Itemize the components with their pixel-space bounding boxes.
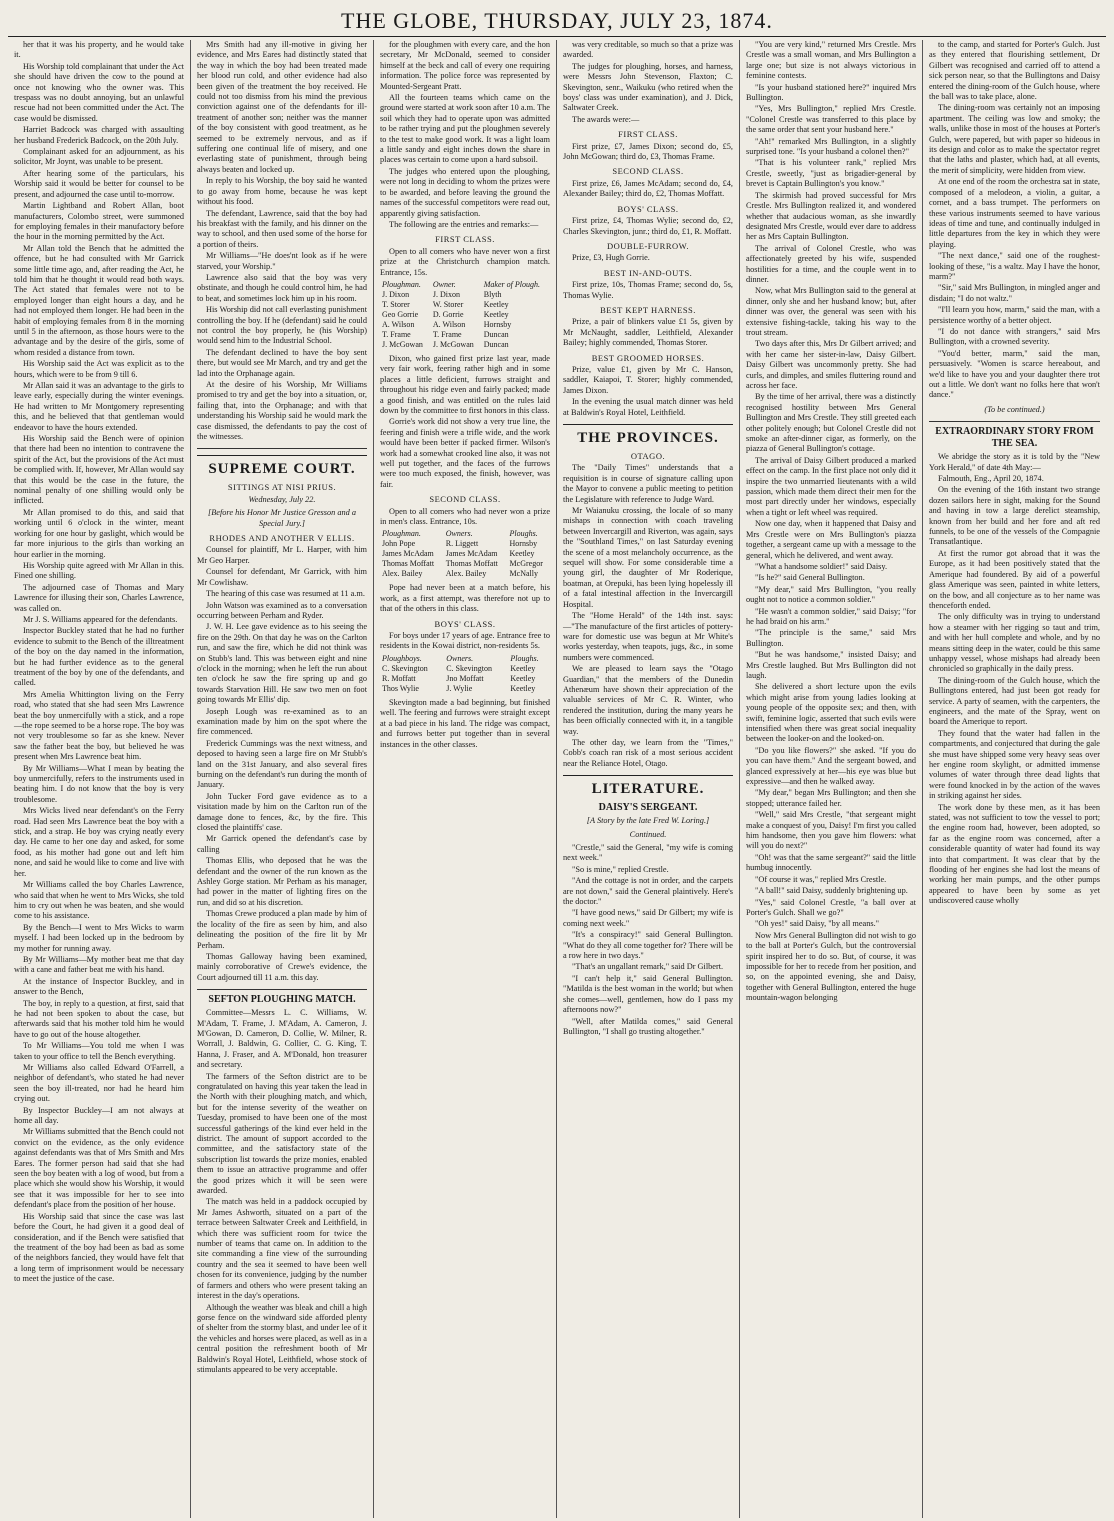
table-cell: Keetley — [483, 309, 509, 319]
paragraph: Mr J. S. Williams appeared for the defendants. — [23, 614, 178, 624]
column-header: Maker of Plough. — [483, 279, 540, 289]
award-heading: BEST KEPT HARNESS. — [600, 304, 696, 315]
award-heading: FIRST CLASS. — [618, 129, 678, 140]
paragraph: Two days after this, Mrs Dr Gilbert arrived; and with her came her sister-in-law, Daisy Gilbert. Daisy Gilbert was uncommonly pretty. She had curls, and dimples, and smiles fluttering round and across her face. — [746, 339, 916, 390]
paragraph: Martin Lightband and Robert Allan, boot manufacturers, Colombo street, were summoned for employing females in their manufactory before the hour in the morning permitted by the Act. — [14, 201, 184, 242]
first-class-table — [380, 280, 550, 350]
paragraph: "That is his volunteer rank," replied Mrs Crestle, sweetly, "just as brigadier-general by brevet is Captain Bullington's you know." — [746, 158, 916, 189]
table-cell: Blyth — [483, 289, 502, 299]
column-5 — [740, 40, 923, 1518]
second-class-note: Open to all comers who had never won a prize in men's class. Entrance, 10s. — [380, 506, 550, 527]
awards-list — [563, 129, 733, 418]
award-heading: SECOND CLASS. — [612, 166, 684, 177]
masthead: THE GLOBE, THURSDAY, JULY 23, 1874. — [8, 6, 1106, 37]
paragraph: "My dear," said Mrs Bullington, "you really ought not to notice a common soldier." — [746, 584, 916, 605]
column-header: Owner. — [432, 279, 456, 289]
paragraph: The work done by these men, as it has been stated, was not sufficient to tow the vessel to port; the engine room had, however, been adopted, so far as the engine room was concerned, after a considerable quantity of water had found its way into that compartment. It was clear that by the flooding of her engines she had lost the means of working her main pumps, and the other pumps appeared to have been by some as yet undiscovered cause wholly — [929, 802, 1100, 906]
paragraph: His Worship said the Act was explicit as to the hours, which were to be from 9 till 6. — [14, 359, 184, 379]
paragraph: "I have good news," said Dr Gilbert; my wife is coming next week." — [563, 908, 733, 928]
paragraph: John Tucker Ford gave evidence as to a visitation made by him on the Carlton run of the damage done to fences, &c, by the fire. This closed the plaintiffs' case. — [197, 791, 367, 833]
paragraph: The arrival of Daisy Gilbert produced a marked effect on the camp. In the first place not only did it inspire the two unmarried lieutenants with a wild passion, which made them direct their men for the most part directly under her windows, especially when a tight or left wheel was required. — [746, 455, 916, 517]
paragraph: "It's a conspiracy!" said General Bullington. "What do they all come together for? There will be a row here in two days." — [563, 930, 733, 961]
paragraph: At the instance of Inspector Buckley, and in answer to the Bench, — [14, 976, 184, 997]
paragraph: Mrs Amelia Whittington living on the Ferry road, who stated that she had seen Mrs Lawrence beat the boy unmercifully with a stick, and a rope—the rope seemed to be a horse rope. The boy was not very troublesome so far as she knew. Never saw the father beat the boy, but believed he was present when Mrs Lawrence beat him. — [14, 689, 184, 762]
paragraph: All the fourteen teams which came on the ground were started at work soon after 10 a.m. The soil which they had to operate upon was admitted to be rather trying and put the ploughmen severely to the test to make good work. It was a light loam a little sandy and eight inches down the share in places was certain to come upon a hard subsoil. — [380, 93, 550, 165]
paragraph: Now one day, when it happened that Daisy and Mrs Crestle were on Mrs Bullington's piazza together, a sergeant came up with a message to the general, which he delivered, and went away. — [746, 519, 916, 560]
col5-body — [746, 40, 916, 1004]
table-cell: T. Frame — [432, 329, 462, 339]
paragraph: "What a handsome soldier!" said Daisy. — [755, 561, 888, 571]
paragraph: "So is mine," replied Crestle. — [572, 864, 669, 874]
paragraph: The awards were:— — [572, 114, 640, 124]
table-row — [380, 290, 550, 300]
table-cell: W. Storer — [432, 299, 464, 309]
paragraph: The dining-room was certainly not an imposing apartment. The ceiling was low and smoky; the walls, unlike those in most of the houses at Porter's Gulch, were papered, but with paper so hideous in its design and color as to make the spectator regret that the laths and plaster, which had, at all events, the merit of simplicity, were hidden from view. — [929, 103, 1100, 175]
paragraph: Pope had never been at a match before, his work, as a first attempt, was therefore not up to that of the others in this class. — [380, 583, 550, 614]
paragraph: "I'll learn you how, marm," said the man, with a persistence worthy of a better object. — [929, 305, 1100, 325]
paragraph: Complainant asked for an adjournment, as his solicitor, Mr Joynt, was unable to be present. — [14, 147, 184, 167]
table-cell: Thomas Moffatt — [445, 559, 498, 569]
column-header: Ploughboys. — [382, 653, 422, 663]
paragraph: "The next dance," said one of the roughest-looking of these, "is a waltz. May I have the honor, marm?" — [929, 251, 1100, 281]
table-row — [380, 684, 550, 694]
paragraph: was very creditable, so much so that a prize was awarded. — [563, 40, 733, 60]
first-class-body — [380, 354, 550, 490]
otago-heading: OTAGO. — [630, 451, 666, 461]
boys-class-body — [380, 698, 550, 750]
table-cell: Alex. Bailey — [445, 569, 487, 579]
award-heading: BOYS' CLASS. — [617, 203, 679, 214]
table-row — [380, 674, 550, 684]
paragraph: Now Mrs General Bullington did not wish to go to the ball at Porter's Gulch, but the controversial spirit inspired her to do so. But, of course, it was impossible for her to recede from her position, and so, on the appointed evening, she and Daisy, together with General Bullington, entered the huge mountain-wagon belonging — [746, 930, 916, 1003]
paragraph: The other day, we learn from the "Times," Cobb's coach ran risk of a most serious accident near the Reliance Hotel, Otago. — [563, 737, 733, 768]
col1-body — [14, 40, 184, 1285]
paragraph: The adjourned case of Thomas and Mary Lawrence for illusing their son, Charles Lawrence, was called on. — [14, 582, 184, 613]
first-class-heading: FIRST CLASS. — [435, 234, 495, 245]
award-line: First prize, 10s, Thomas Frame; second do, 5s, Thomas Wylie. — [563, 280, 733, 300]
paragraph: "I do not dance with strangers," said Mrs Bullington, with a crowned severity. — [929, 326, 1100, 347]
paragraph: The judges who entered upon the ploughing, were not long in deciding to whom the prizes were to be awarded, and before leaving the ground the names of the successful competitors were read out, apparently giving satisfaction. — [380, 166, 550, 218]
paragraph: "The principle is the same," said Mrs Bullington. — [746, 628, 916, 648]
column-3 — [374, 40, 557, 1518]
table-header-row — [380, 654, 550, 664]
story-title: DAISY'S SERGEANT. — [598, 802, 698, 814]
paragraph: Counsel for plaintiff, Mr L. Harper, with him Mr Geo Harper. — [197, 545, 367, 565]
paragraph: By the Bench—I went to Mrs Wicks to warm myself. I had been locked up in the bedroom by my mother for running away. — [14, 922, 184, 953]
paragraph: "Of course it was," replied Mrs Crestle. — [755, 874, 887, 884]
paragraph: to the camp, and started for Porter's Gulch. Just as they entered that flourishing settlement, Dr Gilbert was recognised and carried off to attend a sick person near, so that the Bullingtons and Daisy entered the dining-room of the Gulch house, where the ball was to take place, alone. — [929, 40, 1100, 102]
paragraph: The arrival of Colonel Crestle, who was affectionately greeted by his wife, suspended hostilities for a time, and the couple went in to dinner. — [746, 243, 916, 284]
table-row — [380, 300, 550, 310]
table-cell: Keetley — [509, 549, 535, 559]
paragraph: Thomas Ellis, who deposed that he was the defendant and the owner of the run known as the Ashley Gorge station. Mr Perham as his manager, had power in the matter of lighting fires on the run, and did so at his discretion. — [197, 856, 367, 907]
column-1 — [8, 40, 191, 1518]
paragraph: Mr Williams submitted that the Bench could not convict on the evidence, as the only evidence against defendants was that of Mrs Smith and Mrs Eares. The former person had said that she had seen the boy beaten with a log of wood, but from a place which she would show his Worship, it would see that it was impossible for her to see into defendant's place from the position of her house. — [14, 1127, 184, 1210]
table-cell: J. McGowan — [382, 339, 423, 349]
table-cell: J. Dixon — [432, 289, 460, 299]
paragraph: On the evening of the 16th instant two strange dozen sailors here in sight, making for the Sound and having in tow a large derelict steamship, known from her build and her fore and aft red funnels, to be one of the vessels of the Compagnie Transatlantique. — [929, 485, 1100, 547]
paragraph: Mrs Wicks lived near defendant's on the Ferry road. Had seen Mrs Lawrence beat the boy with a stick, and a strap. He boy was crying neatly every day. He came to her one day and asked, for some food, as his mother had gone out and left him none, and said he would like to come and live with her. — [14, 806, 184, 878]
story-byline: [A Story by the late Fred W. Loring.] — [586, 816, 710, 826]
paragraph: "Yes," said Colonel Crestle, "a ball over at Porter's Gulch. Shall we go?" — [746, 897, 916, 917]
divider — [197, 989, 367, 990]
col6-top — [929, 40, 1100, 401]
columns — [8, 40, 1106, 1518]
paragraph: "Is he?" said General Bullington. — [755, 573, 865, 583]
paragraph: "But he was handsome," insisted Daisy; and Mrs Crestle laughed. But Mrs Bullington did not laugh. — [746, 650, 916, 680]
supreme-court-heading: SUPREME COURT. — [197, 455, 367, 478]
table-cell: Alex. Bailey — [382, 569, 423, 579]
paragraph: In reply to his Worship, the boy said he wanted to go away from home, because he was kept without his food. — [197, 176, 367, 207]
column-6 — [923, 40, 1106, 1518]
table-header-row — [380, 280, 550, 290]
table-cell: Hornsby — [483, 319, 512, 329]
paragraph: "My dear," began Mrs Bullington; and then she stopped; utterance failed her. — [746, 788, 916, 808]
paragraph: Gorrie's work did not show a very true line, the feering and finish were a trifle wide, and the work would have been better if packed firmer. Wilson's work had a somewhat crooked line also, it was not well put together, and the faces of the furrows were too much exposed, the finish, however, was fair. — [380, 417, 550, 489]
paragraph: "Crestle," said the General, "my wife is coming next week." — [563, 843, 733, 863]
paragraph: At one end of the room the orchestra sat in state, composed of a melodeon, a violin, a guitar, a cornet, and a bass trumpet. The performers on these various instruments seemed to have various ideas of time and tune, and continually indulged in little departures from the key in which they were playing. — [929, 177, 1100, 249]
supreme-case: RHODES AND ANOTHER V ELLIS. — [209, 533, 355, 544]
column-header: Ploughs. — [509, 529, 538, 539]
paragraph: She delivered a short lecture upon the evils which might arise from young ladies looking at young people of the opposite sex; and then, with swift, feminine logic, asserted that such evils were intensified when there was great social inequality between the looker-on and the looked-on. — [746, 682, 916, 744]
column-header: Ploughman. — [382, 529, 421, 539]
paragraph: The match was held in a paddock occupied by Mr James Ashworth, situated on a part of the terrace between Saltwater Creek and Leithfield, in which there was sufficient room for twice the number of teams that came on. In addition to the site commanding a fine view of the surrounding country and the sea it seemed to have been well chosen for its convenience, judging by the number of farmers and others who were present taking an interest in the day's operations. — [197, 1197, 367, 1301]
table-row — [380, 559, 550, 569]
column-header: Ploughman. — [382, 279, 421, 289]
award-line: Prize, value £1, given by Mr C. Hanson, saddler, Kaiapoi, T. Storer; highly commended, James Dixon. — [563, 364, 733, 395]
paragraph: The judges for ploughing, horses, and harness, were Messrs John Stevenson, Flaxton; C. Skevington, senr., Waikuku (who retired when the boys' class was under examination), and J. Dick, Saltwater Creek. — [563, 61, 733, 113]
first-class-note: Open to all comers who have never won a first prize at the Christchurch champion match. Entrance, 15s. — [380, 246, 550, 277]
paragraph: We are pleased to learn says the "Otago Guardian," that the members of the Dunedin Athenæum have shown their appreciation of the valuable services of Mr C. R. Winter, who rendered the institution, during the many years he has been officially connected with it, in a tangible way. — [563, 664, 733, 736]
table-cell: James McAdam — [445, 549, 498, 559]
table-row — [380, 310, 550, 320]
paragraph: After hearing some of the particulars, his Worship said it would be better for counsel to be present, and adjourned the case until to-morrow. — [14, 168, 184, 199]
award-line: First prize, £4, Thomas Wylie; second do, £2, Charles Skevington, junr.; third do, £1, R. Moffatt. — [563, 216, 733, 236]
paragraph: The "Home Herald" of the 14th inst. says:—"The manufacture of the first articles of pottery-ware for domestic use was begun at Mr White's works yesterday, when teapots, jugs, &c., in some numbers were commenced. — [563, 611, 733, 662]
paragraph: His Worship said the Bench were of opinion that there had been no intention to contravene the spirit of the Act, but the provisions of the Act must be complied with. If, however, Mr Allan would say that this would be the case in the future, the nominal penalty of one shilling would only be inflicted. — [14, 434, 184, 506]
column-2 — [191, 40, 374, 1518]
paragraph: Mrs Smith had any ill-motive in giving her evidence, and Mrs Eares had distinctly stated that the way in which the boy had been treated made her blood run cold, and other evidence had also been given of the treatment the boy received. He could not too dismiss from his mind the previous conviction against one of the defendants for ill-treatment of another son; neither was the manner of the boy consistent with good treatment, as he seemed to be extremely nervous, and as if suffering one continual life of misery, and one everlasting state of punishment, through being always beaten and locked up. — [197, 40, 367, 174]
table-cell: Keetley — [510, 673, 536, 683]
boys-class-heading: BOYS' CLASS. — [434, 618, 496, 629]
paragraph: The only difficulty was in trying to understand how a steamer with her rigging so taut and trim, and with her hull complete and whole, and by no means sitting deep in the water, could be this same unhappy vessel, whose mishaps had already been chronicled so graphically in the daily press. — [929, 612, 1100, 674]
table-row — [380, 549, 550, 559]
table-row — [380, 330, 550, 340]
paragraph: Thomas Crewe produced a plan made by him of the locality of the fire as seen by him, and also delineating the position of the fire lit by Mr Perham. — [197, 909, 367, 950]
col4-top — [563, 40, 733, 125]
award-line: First prize, £6, James McAdam; second do, £4, Alexander Bailey; third do, £2, Thomas Moffatt. — [563, 178, 733, 199]
extra-body — [929, 452, 1100, 906]
paragraph: Although the weather was bleak and chill a high gorse fence on the windward side afforded plenty of shelter from the stormy blast, and under lee of it the vehicles and horses were placed, as well as in a central position the refreshment booth of Mr Baldwin's Royal Hotel, Leithfield, whose stock of stimulants appeared to be very acceptable. — [197, 1302, 367, 1374]
paragraph: The farmers of the Sefton district are to be congratulated on having this year taken the lead in the North with their ploughing match, and which, but for the intense severity of the weather on Tuesday, promised to have been one of the most successful gatherings of the kind ever held in the district. The amount of support accorded to the committee, and the satisfactory state of the subscription list towards the prize monies, enabled them to issue an attractive programme and offer the good prizes which it will be seen were awarded. — [197, 1071, 367, 1196]
supreme-date: Wednesday, July 22. — [248, 494, 316, 504]
award-line: Prize, £3, Hugh Gorrie. — [572, 253, 650, 263]
paragraph: The boy, in reply to a question, at first, said that he had not been spoken to about the case, but afterwards said that his mother told him he would have to go out of the house altogether. — [14, 998, 184, 1039]
paragraph: Harriet Badcock was charged with assaulting her husband Frederick Badcock, on the 20th July. — [14, 125, 184, 145]
paragraph: Dixon, who gained first prize last year, made very fair work, feering rather high and in some places a little deficient, furrows straight and throughout his ridge even and fairly packed; made a good finish, and was entitled on the rules laid down by the committee to first honors in this class. — [380, 353, 550, 415]
column-4 — [557, 40, 740, 1518]
paragraph: Mr Garrick opened the defendant's case by calling — [197, 834, 367, 854]
second-class-heading: SECOND CLASS. — [429, 494, 501, 505]
paragraph: Falmouth, Eng., April 20, 1874. — [938, 474, 1044, 484]
table-cell: McGregor — [509, 559, 543, 569]
supreme-body — [197, 545, 367, 983]
column-header: Owners. — [446, 653, 474, 663]
paragraph: "He wasn't a common soldier," said Daisy; "for he had braid on his arm." — [746, 606, 916, 626]
table-cell: T. Frame — [382, 329, 411, 339]
table-cell: Geo Gorrie — [382, 309, 419, 319]
table-cell: J. Dixon — [382, 289, 410, 299]
paragraph: At first the rumor got abroad that it was the Europe, as it had been positively stated that the Amerique had foundered. By aid of a powerful glass Amerique was seen, painted in white letters, on the bow, and all conjecture as to her name was thenceforth ended. — [929, 548, 1100, 610]
paragraph: "Well, after Matilda comes," said General Bullington, "I shall go trusting altogether." — [563, 1016, 733, 1036]
paragraph: "Sir," said Mrs Bullington, in mingled anger and disdain; "I do not waltz." — [929, 283, 1100, 303]
table-cell: Keetley — [483, 299, 509, 309]
table-cell: Duncan — [483, 329, 509, 339]
boys-class-note: For boys under 17 years of age. Entrance free to residents in the Kowai district, non-residents 5s. — [380, 631, 550, 651]
paragraph: "A ball!" said Daisy, suddenly brightening up. — [755, 886, 908, 896]
paragraph: Thomas Galloway having been examined, mainly corroborative of Crewe's evidence, the Court adjourned till 11 a.m. this day. — [197, 951, 367, 982]
col3-body — [380, 40, 550, 230]
paragraph: "Oh! was that the same sergeant?" said the little humbug innocently. — [746, 852, 916, 873]
table-cell: D. Gorrie — [432, 309, 464, 319]
supreme-subheading: SITTINGS AT NISI PRIUS. — [227, 482, 337, 493]
column-header: Ploughs. — [510, 653, 539, 663]
table-cell: R. Liggett — [445, 539, 479, 549]
table-cell: Keetley — [510, 663, 536, 673]
paragraph: His Worship did not call everlasting punishment controlling the boy. If he (defendant) said he could not control the boy properly, he (his Worship) would send him to the Industrial School. — [197, 305, 367, 346]
paragraph: The defendant declined to have the boy sent there, but would see Mr March, and try and get the lad into the Orphanage again. — [197, 347, 367, 378]
divider — [197, 448, 367, 449]
paragraph: Now, what Mrs Bullington said to the general at dinner, only she and her husband know; but, after dinner was over, the general was seen with his extensive fishing-tackle, taking his way to the trout stream. — [746, 286, 916, 337]
table-cell: Thos Wylie — [382, 683, 419, 693]
table-cell: A. Wilson — [432, 319, 466, 329]
table-cell: Jno Moffatt — [446, 673, 484, 683]
paragraph: John Watson was examined as to a conversation occurring between Perham and Ryder. — [197, 600, 367, 620]
to-be-continued: (To be continued.) — [984, 404, 1045, 414]
award-heading: BEST IN-AND-OUTS. — [603, 267, 693, 278]
paragraph: Skevington made a bad beginning, but finished well. The feering and furrows were straight except at a bad piece in his land. The ridge was compact, and furrows better put together than in several instances in the other classes. — [380, 697, 550, 749]
table-cell: C. Skevington — [382, 663, 428, 673]
paragraph: The dining-room of the Gulch house, which the Bullingtons entered, had just been got ready for service. A party of seamen, with the carpenters, the engineers, and the mate of the Spray, went on board the Amerique to report. — [929, 675, 1100, 727]
paragraph: "Oh yes!" said Daisy, "by all means." — [755, 919, 880, 929]
award-line: First prize, £7, James Dixon; second do, £5, John McGowan; third do, £3, Thomas Frame. — [563, 141, 733, 162]
paragraph: "And the cottage is not in order, and the carpets are not down," said the General plaintively. Here's the doctor." — [563, 876, 733, 907]
story-continued: Continued. — [629, 829, 667, 839]
table-cell: John Pope — [382, 539, 416, 549]
paragraph: By the time of her arrival, there was a distinctly recognised hostility between Mrs General Bullington and Mrs Crestle. They still greeted each other politely enough; but Colonel Crestle did not smoke an after-dinner cigar, as formerly, on the piazza of General Bullington's cottage. — [746, 392, 916, 454]
table-cell: C. Skevington — [446, 663, 492, 673]
paragraph: The skirmish had proved successful for Mrs Crestle. Mrs Bullington realized it, and wondered whether that audacious woman, as she inwardly designated Mrs Crestle, would ever dare to address her as Mrs Captain Bullington. — [746, 190, 916, 242]
paragraph: To Mr Williams—You told me when I was taken to your office to tell the Bench everything. — [14, 1041, 184, 1061]
paragraph: The defendant, Lawrence, said that the boy had his breakfast with the family, and his dinner on the way to school, and then used some of the horse for a portion of theirs. — [197, 208, 367, 249]
paragraph: "You are very kind," returned Mrs Crestle. Mrs Crestle was a small woman, and Mrs Bullington a large one; but size is not always victorious in feminine contests. — [746, 40, 916, 81]
table-row — [380, 320, 550, 330]
paragraph: They found that the water had fallen in the compartments, and conjectured that during the gale she must have shipped some very heavy seas over her engine room skylight, or admitted immense volumes of water through three dead lights that were found knocked in by the action of the waves in striking against her sides. — [929, 728, 1100, 801]
award-line: Prize, a pair of blinkers value £1 5s, given by Mr McNaught, saddler, Leithfield, Alexander Bailey; highly commended, Thomas Storer. — [563, 317, 733, 348]
table-cell: Duncan — [483, 339, 509, 349]
table-cell: A. Wilson — [382, 319, 415, 329]
paragraph: The "Daily Times" understands that a requisition is in course of signature calling upon the Mayor to convene a public meeting to petition the Legislature with reference to Judge Ward. — [563, 463, 733, 504]
paragraph: The hearing of this case was resumed at 11 a.m. — [206, 589, 365, 599]
paragraph: By Inspector Buckley—I am not always at home all day. — [14, 1105, 184, 1126]
table-row — [380, 539, 550, 549]
paragraph: "Ah!" remarked Mrs Bullington, in a slightly surprised tone. "Is your husband a colonel then?" — [746, 136, 916, 157]
paragraph: Mr Allan promised to do this, and said that working until 6 o'clock in the winter, meant working for one hour by gaslight, which would be far more injurious to the girls than working an hour earlier in the morning. — [14, 507, 184, 559]
table-cell: McNally — [509, 569, 538, 579]
second-class-table — [380, 529, 550, 579]
award-heading: DOUBLE-FURROW. — [606, 240, 689, 251]
table-cell: Keetley — [510, 683, 536, 693]
award-closing: In the evening the usual match dinner was held at Baldwin's Royal Hotel, Leithfield. — [563, 397, 733, 417]
paragraph: Joseph Lough was re-examined as to an examination made by him on the spot where the fire commenced. — [197, 706, 367, 737]
provinces-heading: THE PROVINCES. — [563, 424, 733, 447]
paragraph: His Worship quite agreed with Mr Allan in this. Fined one shilling. — [14, 560, 184, 581]
paragraph: His Worship told complainant that under the Act she should have driven the cow to the pound at once not knowing who the owner was. This trespass was no doubt annoying, but an unlawful rescue had not been committed under the Act. The case would be dismissed. — [14, 61, 184, 123]
table-row — [380, 340, 550, 350]
paragraph: By Mr Williams—What I mean by beating the boy unmercifully, refers to the instruments used in beating him. I do not know that the boy is very troublesome. — [14, 763, 184, 804]
paragraph: Inspector Buckley stated that he had no further evidence to submit to the Bench of the illtreatment of the boy on the day named in the information, but he had further evidence as to the general treatment of the boy by one of the defendants, and called. — [14, 626, 184, 688]
paragraph: Mr Williams called the boy Charles Lawrence, who said that when he went to Mrs Wicks, she told him to cry out when he was beaten, and she would come to his assistance. — [14, 880, 184, 921]
paragraph: Mr Williams also called Edward O'Farrell, a neighbor of defendant's, who stated he had never seen the boy ill-treated, nor had he heard him crying out. — [14, 1063, 184, 1104]
table-row — [380, 664, 550, 674]
paragraph: Committee—Messrs L. C. Williams, W. M'Adam, T. Frame, J. M'Adam, A. Cameron, J. M'Gowan, D. Cameron, D. Collie, W. Milner, R. Worrall, J. Baldwin, G. Collier, C. G. King, T. Hanna, J. Fraser, and A. M'Donald, hon treasurer and secretary. — [197, 1008, 367, 1070]
literature-heading: LITERATURE. — [563, 775, 733, 798]
table-cell: Thomas Moffatt — [382, 559, 435, 569]
sefton-heading: SEFTON PLOUGHING MATCH. — [208, 994, 356, 1006]
paragraph: her that it was his property, and he would take it. — [14, 40, 184, 60]
supreme-bracket: [Before his Honor Mr Justice Gresson and a Special Jury.] — [207, 508, 357, 528]
table-cell: James McAdam — [382, 549, 434, 559]
col2-body — [197, 40, 367, 442]
paragraph: "Is your husband stationed here?" inquired Mrs Bullington. — [746, 82, 916, 103]
sefton-body — [197, 1008, 367, 1375]
paragraph: "Yes, Mrs Bullington," replied Mrs Crestle. "Colonel Crestle was transferred to this place by the same order that sent your husband here." — [746, 104, 916, 135]
paragraph: His Worship said that since the case was last before the Court, he had given it a good deal of consideration, and if the Bench were satisfied that the treatment of the boy had been as bad as some of the neighbors fancied, they would have felt that a long term of imprisonment would be necessary to meet the justice of the case. — [14, 1211, 184, 1284]
paragraph: Mr Allan told the Bench that he admitted the offence, but he had consulted with Mr Garrick some little time ago, and, after reading the Act, he told him that he thought it would read both ways. The Act stated that females were not to be employed longer than eight hours a day, and he had not employed them longer. He had been in the habit of employing females from 8 in the morning until 5 in the afternoon, as those hours were to the advantage and by the desire of the girls, some of whom resided a distance from town. — [14, 243, 184, 357]
paragraph: J. W. H. Lee gave evidence as to his seeing the fire on the 29th. On that day he was on the Carlton run, and saw the fire, which he did not think was on Stubb's land. This was between eight and nine o'clock in the morning; when he left the run about ten o'clock he saw the fire spring up and go towards Starvation Hill. He saw two men on foot going towards Mr Ellis' dip. — [197, 622, 367, 705]
paragraph: Frederick Cummings was the next witness, and deposed to having seen a large fire on Mr Stubb's land on the 31st January, and also several fires burning on the defendant's run during the month of January. — [197, 738, 367, 790]
paragraph: At the desire of his Worship, Mr Williams promised to try and get the boy into a situation, or, failing that, into the Orphanage; and with that understanding his Worship said he would mark the case dismissed, the defendants to pay the cost of the witnesses. — [197, 380, 367, 442]
paragraph: Lawrence also said that the boy was very obstinate, and though he could control him, he had to beat, and sometimes lock him up in his room. — [197, 272, 367, 303]
paragraph: We abridge the story as it is told by the "New York Herald," of date 4th May:— — [929, 452, 1100, 472]
award-heading: BEST GROOMED HORSES. — [591, 352, 705, 363]
story-body — [563, 843, 733, 1037]
table-cell: R. Moffatt — [382, 673, 416, 683]
paragraph: Mr Allan said it was an advantage to the girls to leave early, especially during the winter evenings. He had written to Mr Montgomery representing this, and he believed that that gentleman would endeavor to have the hours extended. — [14, 381, 184, 432]
otago-body — [563, 463, 733, 769]
table-cell: J. McGowan — [432, 339, 474, 349]
column-header: Owners. — [445, 529, 473, 539]
paragraph: "You'd better, marm," said the man, persuasively. "Women is scarce hereabout, and we'd like to have you and your daughter there trot out a little. We don't want no folks here that won't dance." — [929, 348, 1100, 400]
table-cell: J. Wylie — [446, 683, 473, 693]
paragraph: for the ploughmen with every care, and the hon secretary, Mr McDonald, seemed to consider himself at the beck and call of every one requiring information. The police force was represented by Mounted-Sergeant Pratt. — [380, 40, 550, 91]
extraordinary-story-heading: EXTRAORDINARY STORY FROM THE SEA. — [935, 426, 1094, 450]
table-row — [380, 569, 550, 579]
paragraph: The following are the entries and remarks:— — [389, 219, 539, 229]
table-header-row — [380, 529, 550, 539]
second-class-body — [380, 583, 550, 614]
table-cell: T. Storer — [382, 299, 410, 309]
paragraph: "Do you like flowers?" she asked. "If you do you can have them." And the sergeant bowed, and glanced expressively at her—his eye was blue but expressive—and then he walked away. — [746, 745, 916, 787]
table-cell: Hornsby — [509, 539, 538, 549]
paragraph: Mr Williams—"He does'nt look as if he were starved, your Worship." — [197, 251, 367, 271]
paragraph: "That's an ungallant remark," said Dr Gilbert. — [572, 962, 724, 972]
paragraph: "Well," said Mrs Crestle, "that sergeant might make a conquest of you, Daisy! I'm first you called him handsome, then you gave him flowers: what will you do next?" — [746, 810, 916, 851]
paragraph: Counsel for defendant, Mr Garrick, with him Mr Cowlishaw. — [197, 567, 367, 587]
paragraph: "I can't help it," said General Bullington. "Matilda is the best woman in the world; but when she comes—well, gentlemen, how do I pass my afternoons now?" — [563, 973, 733, 1015]
paragraph: By Mr Williams—My mother beat me that day with a cane and father beat me with his hand. — [14, 954, 184, 975]
paragraph: Mr Waianuku crossing, the locale of so many mishaps in connection with coach traveling between Invercargill and Riverton, was again, says the "Southland Times," on last Saturday evening the scene of a most melancholy occurrence, as the sequel will show. For some considerable time a young girl, the daughter of Mr Roderique, boatman, at Orepuki, has been lying hopelessly ill of a fatal intestinal affection in the Invercargill Hospital. — [563, 506, 733, 609]
boys-class-table — [380, 654, 550, 694]
divider — [929, 421, 1100, 422]
